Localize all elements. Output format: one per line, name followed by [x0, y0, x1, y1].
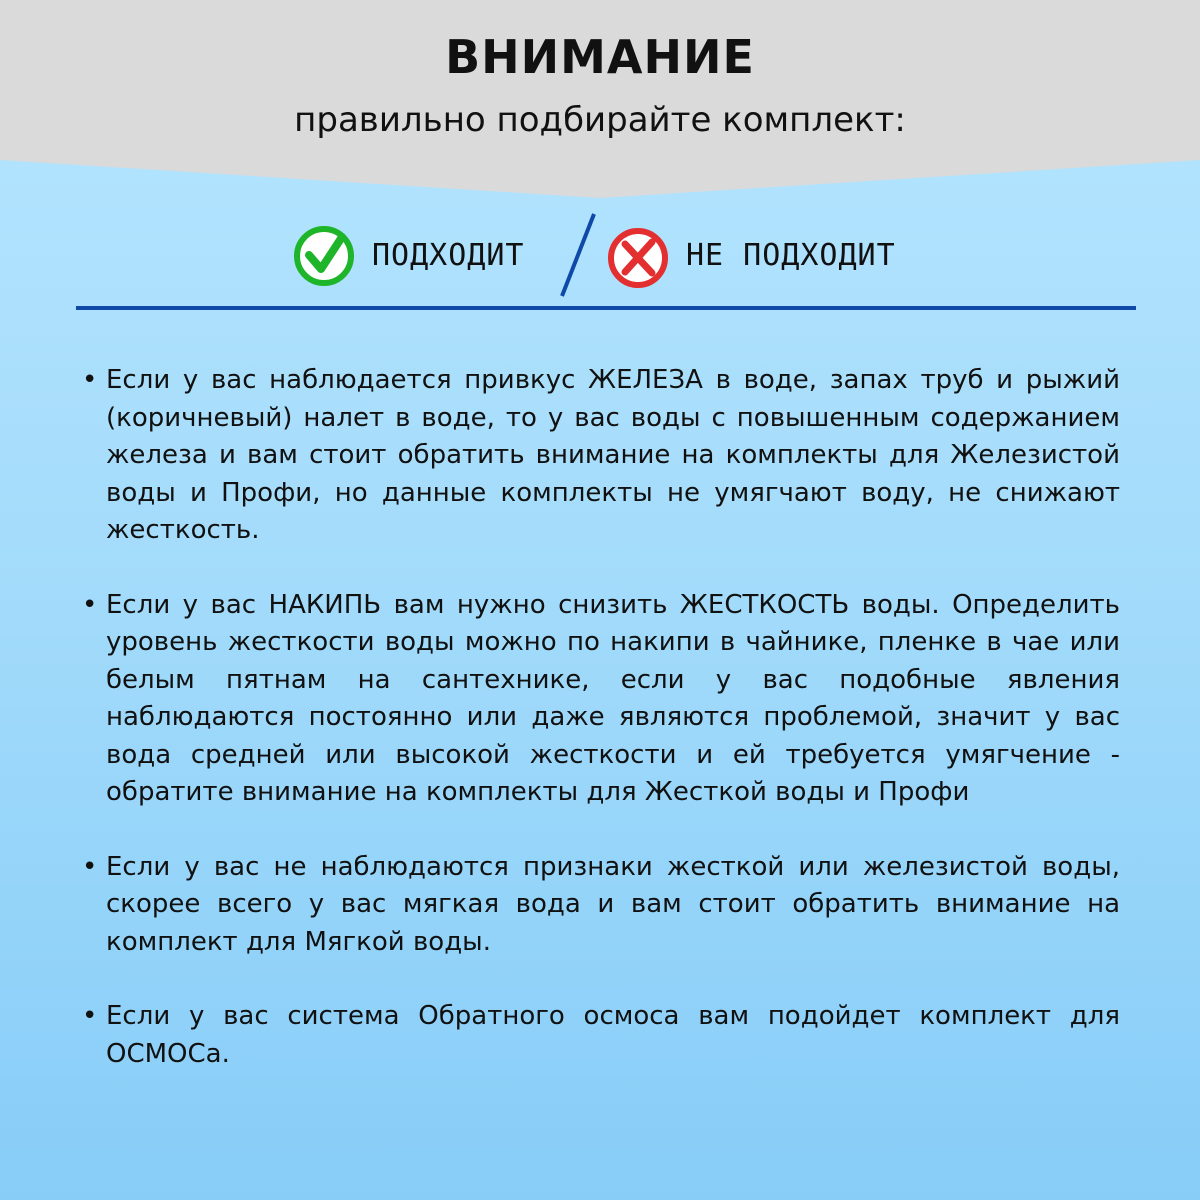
legend-suitable-label: ПОДХОДИТ — [372, 238, 525, 273]
list-item-osmosis: • Если у вас система Обратного осмоса вам подойдет комплект для ОСМОСа. — [80, 998, 1120, 1073]
check-circle-icon — [292, 224, 356, 288]
list-item-hardness: • Если у вас НАКИПЬ вам нужно снизить ЖЕСТКОСТЬ воды. Определить уровень жесткости воды можно по накипи в чайнике, пленке в чае или белым пятнам на сантехнике, если у вас подобные явления наблюдаются постоянно или даже являются проблемой, значит у вас вода средней или высокой жесткости и ей требуется умягчение - обратите внимание на комплекты для Жесткой воды и Профи — [80, 587, 1120, 812]
page-subtitle: правильно подбирайте комплект: — [294, 100, 906, 140]
page-title: ВНИМАНИЕ — [445, 30, 755, 84]
list-item-iron: • Если у вас наблюдается привкус ЖЕЛЕЗА в воде, запах труб и рыжий (коричневый) налет в воде, то у вас воды с повышенным содержанием железа и вам стоит обратить внимание на комплекты для Железистой воды и Профи, но данные комплекты не умягчают воду, не снижают жесткость. — [80, 362, 1120, 550]
list-item-soft: • Если у вас не наблюдаются признаки жесткой или железистой воды, скорее всего у вас мягкая вода и вам стоит обратить внимание на комплект для Мягкой воды. — [80, 849, 1120, 962]
cross-circle-icon — [606, 226, 670, 290]
divider-line — [76, 306, 1136, 310]
divider-slash — [552, 212, 602, 298]
advice-list — [80, 362, 1120, 1110]
legend-unsuitable-label: НЕ ПОДХОДИТ — [686, 238, 896, 273]
